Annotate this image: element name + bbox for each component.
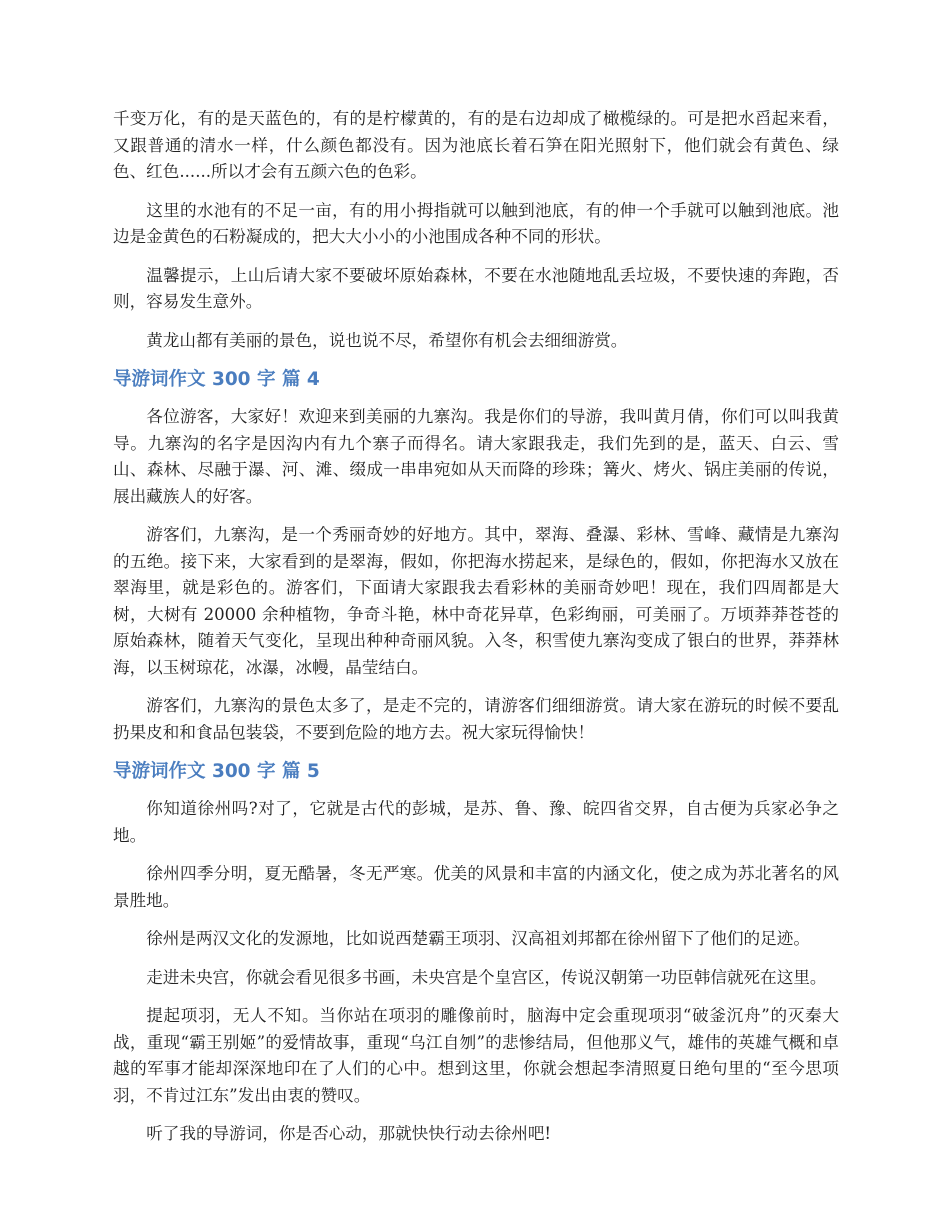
paragraph: 你知道徐州吗?对了，它就是古代的彭城，是苏、鲁、豫、皖四省交界，自古便为兵家必争之地。 <box>113 799 839 845</box>
paragraph: 千变万化，有的是天蓝色的，有的是柠檬黄的，有的是右边却成了橄榄绿的。可是把水舀起来看，又跟普通的清水一样，什么颜色都没有。因为池底长着石笋在阳光照射下，他们就会有黄色、绿色、红色......所以才会有五颜六色的色彩。 <box>113 109 839 181</box>
document-page <box>113 106 839 1160</box>
paragraph: 提起项羽，无人不知。当你站在项羽的雕像前时，脑海中定会重现项羽“破釜沉舟”的灭秦大战，重现“霸王别姬”的爱情故事，重现“乌江自刎”的悲惨结局，但他那义气，雄伟的英雄气概和卓越的军事才能却深深地印在了人们的心中。想到这里，你就会想起李清照夏日绝句里的“至今思项羽，不肯过江东”发出由衷的赞叹。 <box>113 1006 839 1105</box>
paragraph: 温馨提示，上山后请大家不要破坏原始森林，不要在水池随地乱丢垃圾，不要快速的奔跑，否则，容易发生意外。 <box>113 265 839 311</box>
section-heading: 导游词作文 300 字 篇 4 <box>113 369 320 390</box>
paragraph: 游客们，九寨沟的景色太多了，是走不完的，请游客们细细游赏。请大家在游玩的时候不要乱扔果皮和和食品包装袋，不要到危险的地方去。祝大家玩得愉快！ <box>113 696 839 742</box>
paragraph: 徐州是两汉文化的发源地，比如说西楚霸王项羽、汉高祖刘邦都在徐州留下了他们的足迹。 <box>146 929 810 948</box>
section-heading: 导游词作文 300 字 篇 5 <box>113 761 320 782</box>
paragraph: 听了我的导游词，你是否心动，那就快快行动去徐州吧! <box>146 1124 552 1143</box>
paragraph: 这里的水池有的不足一亩，有的用小拇指就可以触到池底，有的伸一个手就可以触到池底。池边是金黄色的石粉凝成的，把大大小小的小池围成各种不同的形状。 <box>113 200 839 246</box>
paragraph: 游客们，九寨沟，是一个秀丽奇妙的好地方。其中，翠海、叠瀑、彩林、雪峰、藏情是九寨沟的五绝。接下来，大家看到的是翠海，假如，你把海水捞起来，是绿色的，假如，你把海水又放在翠海里，就是彩色的。游客们，下面请大家跟我去看彩林的美丽奇妙吧！现在，我们四周都是大树，大树有 20000 余种植物，争奇斗艳，林中奇花异草，色彩绚丽，可美丽了。万顷莽莽苍苍的原始森林，随着天气变化，呈现出种种奇丽风貌。入冬，积雪使九寨沟变成了银白的世界，莽莽林海，以玉树琼花，冰瀑，冰幔，晶莹结白。 <box>113 525 839 677</box>
paragraph: 黄龙山都有美丽的景色，说也说不尽，希望你有机会去细细游赏。 <box>146 330 628 350</box>
paragraph: 徐州四季分明，夏无酷暑，冬无严寒。优美的风景和丰富的内涵文化，使之成为苏北著名的风景胜地。 <box>113 864 839 910</box>
paragraph: 走进未央宫，你就会看见很多书画，未央宫是个皇宫区，传说汉朝第一功臣韩信就死在这里。 <box>146 967 827 987</box>
paragraph: 各位游客，大家好！欢迎来到美丽的九寨沟。我是你们的导游，我叫黄月倩，你们可以叫我黄导。九寨沟的名字是因沟内有九个寨子而得名。请大家跟我走，我们先到的是，蓝天、白云、雪山、森林、尽融于瀑、河、滩、缀成一串串宛如从天而降的珍珠；篝火、烤火、锅庄美丽的传说，展出藏族人的好客。 <box>113 407 839 506</box>
